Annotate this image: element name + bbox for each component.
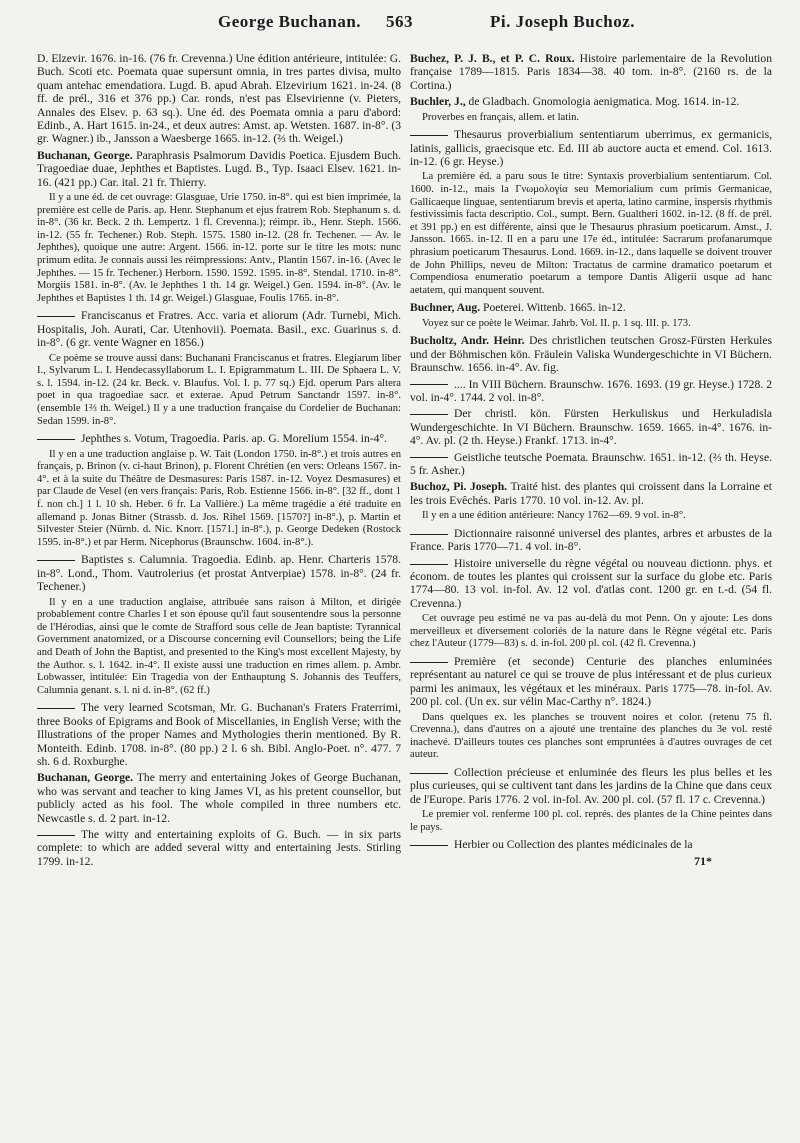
sub-entry-text: Jephthes s. Votum, Tragoedia. Paris. ap. G. Morelium 1554. in-4°. bbox=[81, 432, 387, 446]
sub-entry bbox=[37, 432, 401, 445]
header-left: George Buchanan. bbox=[218, 12, 362, 31]
sub-entry bbox=[410, 838, 772, 851]
sub-entry bbox=[410, 557, 772, 611]
ditto-dash bbox=[410, 773, 448, 774]
sub-entry-text: Histoire universelle du règne végétal ou nouveau dictionn. phys. et économ. de toutes les plantes qui croissent sur la surface du globe etc. Paris 1774—80. 13 vol. in-fol. Av. 12 vol. d'atlas cont. 1200 gr. en t.-d. (54 fl. Crevenna.) bbox=[410, 556, 772, 610]
ditto-dash bbox=[37, 708, 75, 709]
entry-text: Poeterei. Wittenb. 1665. in-12. bbox=[480, 301, 626, 315]
sub-entry bbox=[410, 378, 772, 405]
page-number: 563 bbox=[386, 12, 413, 31]
ditto-dash bbox=[410, 534, 448, 535]
note-text: Proverbes en français, allem. et latin. bbox=[422, 111, 580, 123]
entry-heading: Buchler, J., bbox=[410, 95, 466, 109]
sub-entry-text: Dictionnaire raisonné universel des plantes, arbres et arbustes de la France. Paris 1770—71. 4 vol. in-8°. bbox=[410, 526, 772, 554]
entry-heading: Bucholtz, Andr. Heinr. bbox=[410, 334, 525, 348]
ditto-dash bbox=[410, 414, 448, 415]
ditto-dash bbox=[410, 662, 448, 663]
sub-entry bbox=[410, 766, 772, 806]
note-text: Voyez sur ce poète le Weimar. Jahrb. Vol. II. p. 1 sq. III. p. 173. bbox=[422, 317, 691, 329]
sub-entry-text: Herbier ou Collection des plantes médicinales de la bbox=[454, 838, 693, 852]
sub-entry bbox=[410, 527, 772, 554]
sub-entry bbox=[37, 553, 401, 593]
entry-text: Paraphrasis Psalmorum Davidis Poetica. Ejusdem Buch. Tragoediae duae, Jephthes et Baptistes. Lugd. B., Typ. Isaaci Elsev. 1621. in-16. (421 pp.) Car. ital. 21 fr. Thierry. bbox=[37, 148, 401, 189]
entry-heading: Buchanan, George. bbox=[37, 148, 133, 162]
bibliography-entry bbox=[410, 334, 772, 374]
entry-text: The merry and entertaining Jokes of George Buchanan, who was servant and teacher to king James VI, as his pretent counsellor, but publicly acted as his fool. The whole compiled in three numbers etc. Newcastle s. d. 2 part. in-12. bbox=[37, 771, 401, 825]
bibliography-entry bbox=[410, 52, 772, 92]
sub-entry-text: Première (et seconde) Centurie des planches enluminées représentant au naturel ce qui se trouve de plus intéressant et de plus curieux parmi les animaux, les végétaux et les minéraux. Paris 1775—78. in-fol. Av. 200 pl. col. (Un ex. sur vélin Mac-Carthy n°. 1824.) bbox=[410, 655, 772, 709]
note-text: Dans quelques ex. les planches se trouvent noires et color. (retenu 75 fl. Crevenna.), dans d'autres on a ajouté une trentaine des planches du 3e vol. resté inachevé. D'ailleurs toutes ces planches sont empruntées à d'autres ouvrages de cet auteur. bbox=[410, 711, 772, 761]
sub-entry bbox=[37, 309, 401, 349]
bibliography-entry bbox=[410, 95, 772, 108]
entry-heading: Buchez, P. J. B., et P. C. Roux. bbox=[410, 52, 575, 65]
sub-entry-text: Baptistes s. Calumnia. Tragoedia. Edinb. ap. Henr. Charteris 1578. in-8°. Lond., Thom. Vautrolerius (et prostat Antverpiae) 1578. in-8°. (24 fr. Techener.) bbox=[37, 553, 401, 594]
sub-entry-text: .... In VIII Büchern. Braunschw. 1676. 1693. (19 gr. Heyse.) 1728. 2 vol. in-4°. 1744. 2 vol. in-8°. bbox=[410, 377, 772, 404]
entry-text: Histoire parlementaire de la Revolution française 1789—1815. Paris 1834—38. 40 tom. in-8°. (2160 rs. de la Cortina.) bbox=[410, 52, 772, 92]
sub-entry-text: Geistliche teutsche Poemata. Braunschw. 1651. in-12. (⅔ th. Heyse. 5 fr. Asher.) bbox=[410, 450, 772, 478]
entry-text: Traité hist. des plantes qui croissent dans la Lorraine et les trois Evêchés. Paris 1770. 10 vol. in-12. Av. pl. bbox=[410, 480, 772, 507]
sub-entry-text: The witty and entertaining exploits of G. Buch. — in six parts complete: to which are added several witty and entertaining Jests. Stirling 1799. in-12. bbox=[37, 827, 401, 868]
sub-entry-text: Collection précieuse et enluminée des fleurs les plus belles et les plus curieuses, qui se cultivent tant dans les jardins de la Chine que dans ceux de l'Europe. Paris 1776. 2 vol. in-fol. Av. 200 pl. col. (57 fl. 17 c. Crevenna.) bbox=[410, 766, 772, 806]
ditto-dash bbox=[37, 835, 75, 836]
bibliography-entry bbox=[410, 480, 772, 507]
signature-mark: 71* bbox=[694, 853, 712, 868]
sub-entry bbox=[410, 451, 772, 478]
sub-entry bbox=[410, 407, 772, 447]
entry-heading: Buchanan, George. bbox=[37, 771, 134, 785]
ditto-dash bbox=[410, 564, 448, 565]
note-text: Il y en a une traduction anglaise p. W. Tait (London 1750. in-8°.) et trois autres en français, p. Brinon (v. ci-haut Brinon), p. Florent Chrétien (en vers: Orleans 1567. in-4°. et à la suite du Théâtre de Desmasures: Paris 1587. in-12. Voyez Desmasures) et par Claude de Vesel (en vers français: Paris, Rob. Estienne 1566. in-8°. [32 ff., dont 1 f. non ch.] 1 l. 10 sh. Heber. 6 fr. La Vallière.) La même tragédie a été traduite en allemand p. Jonas Bitner (Strassb. d. Jos. Rihel 1569. [1570?] in-8°.), p. Martin et Silvester Steier (Nürnb. d. Nic. Knorr. [1571.] in-8°.), p. George Dedeken (Rostock 1595. in-8°.) et par Herm. Nicephorus (Braunschw. 1604. in-8°.). bbox=[37, 448, 401, 548]
header-right: Pi. Joseph Buchoz. bbox=[490, 12, 636, 31]
sub-entry-text: Thesaurus proverbialium sententiarum uberrimus, ex germanicis, latinis, gallicis, graecisque etc. Ed. III ab auctore aucta et emend. Col. 1613. in-12. (6 gr. Heyse.) bbox=[410, 128, 772, 169]
note-text: Cet ouvrage peu estimé ne va pas au-delà du mot Penn. On y ajoute: Les dons merveilleux et diversement coloriés de la nature dans le Règne végétal etc. Paris chez l'Auteur (1779—83) s. d. in-fol. 200 pl. col. (42 fl. Crevenna.) bbox=[410, 613, 772, 650]
note-text: Il y a une éd. de cet ouvrage: Glasguae, Urie 1750. in-8°. qui est bien imprimée, la première est celle de Paris. ap. Henr. Stephanum et ejus fratrem Rob. Stephanum s. d. in-8°. (36 kr. Beck. 2 th. Lempertz. 1 fl. Crevenna.); réimpr. ib., Henr. Steph. 1566. in-12. (55 fr. Techener.) Rob. Steph. 1575. 1580 in-12. (28 fr. Techener. — Av. le Jephthes), quoique une autre: Argent. 1566. in-12. porte sur le titre les mots: nunc primum edita. Je connais aussi les réimpressions: Antv., Plantin 1567. in-16. (Avec le Jephthes. — 15 fr. Techener.) Herborn. 1590. 1592. 1595. in-8°. Stendal. 1710. in-8°. Morgiis 1581. in-8°. (Av. le Jephthes 1 th. 14 gr. Weigel.) Gen. 1594. in-8°. (Av. le Jephthes et Baptistes 1 th. 14 gr. Weigel.) Glasguae, Foulis 1765. in-8°. bbox=[37, 192, 401, 304]
entry-heading: Buchoz, Pi. Joseph. bbox=[410, 480, 508, 494]
sub-entry-text: Franciscanus et Fratres. Acc. varia et aliorum (Adr. Turnebi, Mich. Hospitalis, Joh. Aurati, Car. Utenhovii). Poemata. Basil., exc. Guarinus s. d. in-8°. (6 gr. vente Wagner en 1856.) bbox=[37, 309, 401, 350]
sub-entry bbox=[410, 655, 772, 709]
left-column bbox=[37, 52, 401, 871]
entry-heading: Buchner, Aug. bbox=[410, 301, 481, 315]
sub-entry-text: The very learned Scotsman, Mr. G. Buchanan's Fraters Fraterrimi, three Books of Epigrams and Book of Miscellanies, in English Verse; with the Illustrations of the proper Names and Mythologies therin mentioned. By R. Monteith. Edinb. 1708. in-8°. (80 pp.) 2 l. 6 sh. Bibl. Anglo-Poet. n°. 477. 7 sh. 6 d. Roxburghe. bbox=[37, 701, 401, 768]
ditto-dash bbox=[37, 439, 75, 440]
sub-entry bbox=[410, 128, 772, 168]
ditto-dash bbox=[37, 560, 75, 561]
ditto-dash bbox=[410, 384, 448, 385]
bibliography-entry bbox=[410, 301, 772, 314]
ditto-dash bbox=[37, 316, 75, 317]
entry-text: Des christlichen teutschen Grosz-Fürsten Herkules und der Böhmischen kön. Fräulein Valiska Wundergeschichte in VI Büchern. Braunschw. 1656. in-4°. Av. fig. bbox=[410, 334, 773, 375]
running-header bbox=[0, 12, 800, 36]
ditto-dash bbox=[410, 135, 448, 136]
sub-entry-text: Der christl. kön. Fürsten Herkuliskus und Herkuladisla Wundergeschichte. In VI Büchern. Braunschw. 1659. 1665. in-4°. 1676. in-4°. Av. pl. (2 th. Heyse.) Frankf. 1713. in-4°. bbox=[410, 407, 772, 448]
note-text: La première éd. a paru sous le titre: Syntaxis proverbialium sententiarum. Col. 1600. in-12., mais la Γνωμολογία seu Memorialium cum primis Germanicae, Gallicaeque linguae, sententiarum brevis et aperta, latino carmine, inspersis rhythmis festivissimis facta descriptio. Col., sumpt. Bern. Gualtheri 1602. in-12. (8 ff. de prél. et 391 pp.) en est différente, ainsi que le Thesaurus phrasium poeticarum. Amst., J. Jansson. 1665. in-12. Il en a paru une 17e éd., intitulée: Sacrarum profanarumque phrasium poeticarum Thesaurus. Lond. 1669. in-12., dans laquelle se doivent trouver de John Phillips, neveu de Milton: Tractatus de carmine dramatico poetarum et Compendiosa enumeratio poetarum a tempore Dantis Aligerii usque ad hanc aetatem, qui manquent souvent. bbox=[410, 171, 772, 296]
ditto-dash bbox=[410, 457, 448, 458]
entry-text: D. Elzevir. 1676. in-16. (76 fr. Crevenna.) Une édition antérieure, intitulée: G. Buch. Scoti etc. Poemata quae supersunt omnia, in tres partes divisa, multo quam antehac emendatiora. Lugd. B. apud Abrah. Elzevirium 1621. in-24. (8 ff. de prél., 316 et 376 pp.) Car. ronds, n'est pas Elsevirienne (v. Pieters, Annales des Elsev. p. 63 sq.). Une éd. des Poemata omnia a paru d'abord: Edinb., A. Hart 1615. in-24., et deux autres: Amst. ap. Wetsten. 1687. in-8°. (3 gr. Wagner.) ib., Jansson a Waesberge 1665. in-12. (⅔ th. Weigel.) bbox=[37, 52, 401, 146]
note-text: Il y en a une traduction anglaise, attribuée sans raison à Milton, et dirigée probablement contre Charles I et son épouse qu'il faut sousentendre sous la personne de l'Hérodias, ainsi que le comte de Strafford sous celle de Jean baptiste: Tyrannical Government anatomized, or a Discourse concerning evil Counsellors; being the Life and Death of John the Baptist, and presented to the King's most excellent Majesty, by the Author. s. l. 1642. in-4°. Il existe aussi une traduction en rimes allem. p. Ambr. Lobwasser, intitulée: Ein Tragedia von der Enthauptung S. Johannis des Teuffers, Calumnia genant. s. l. ni d. in-8°. (62 ff.) bbox=[37, 596, 401, 696]
note-text: Ce poème se trouve aussi dans: Buchanani Franciscanus et fratres. Elegiarum liber I., Sylvarum L. I. Hendecassyllaborum L. I. Epigrammatum L. III. De Sphaera L. V. s. l. 1594. in-12. (24 kr. Beck. v. Blaufus. Vol. I. p. 77 sq.) Ejd. operum Pars altera poet in qua tragoediae sacr. et exterae. Apud Petrum Sanctandr 1597. in-8°. (ensemble 1⅔ th. Weigel.) Il y a une traduction française du Cordelier de Buchanan: Sedan 1599. in-8°. bbox=[37, 352, 401, 427]
sub-entry bbox=[37, 701, 401, 768]
note-text: Le premier vol. renferme 100 pl. col. représ. des plantes de la Chine peintes dans le pays. bbox=[410, 809, 772, 833]
bibliography-entry bbox=[37, 771, 401, 825]
sub-entry bbox=[37, 828, 401, 868]
bibliography-entry bbox=[37, 149, 401, 189]
bibliography-entry bbox=[37, 52, 401, 146]
note-text: Il y en a une édition antérieure: Nancy 1762—69. 9 vol. in-8°. bbox=[422, 510, 686, 522]
ditto-dash bbox=[410, 845, 448, 846]
entry-text: de Gladbach. Gnomologia aenigmatica. Mog. 1614. in-12. bbox=[465, 95, 740, 109]
right-column bbox=[410, 52, 772, 880]
